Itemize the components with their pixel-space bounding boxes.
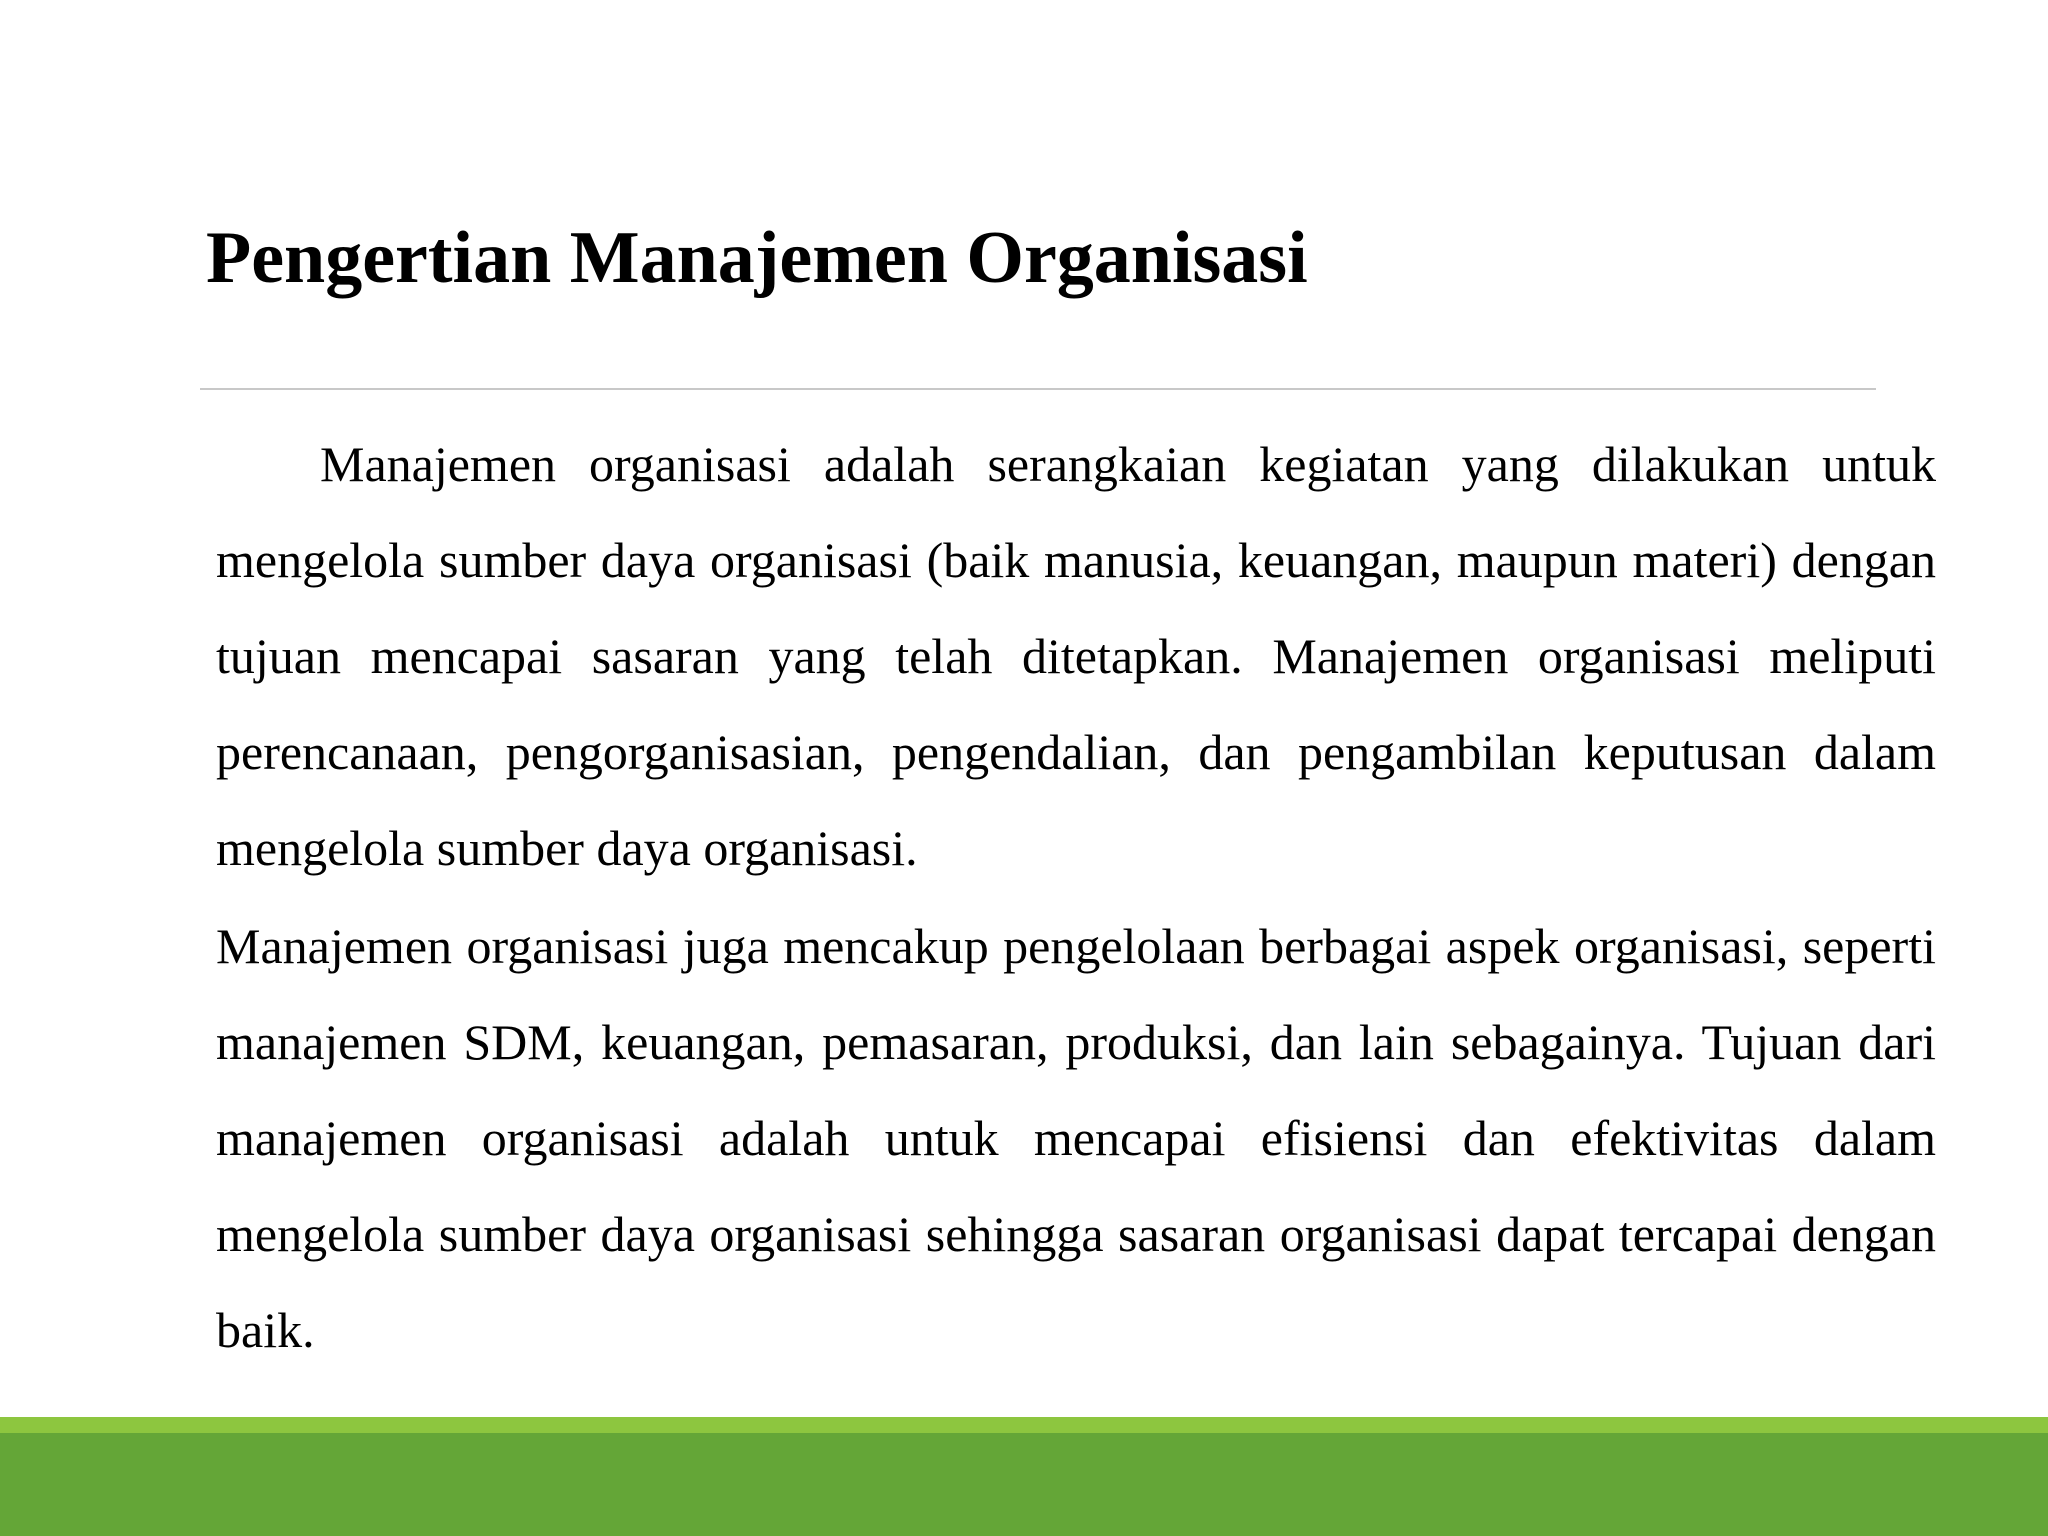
title-divider bbox=[200, 388, 1876, 390]
slide-title: Pengertian Manajemen Organisasi bbox=[206, 217, 1308, 299]
slide-body bbox=[216, 416, 1936, 1378]
paragraph-1: Manajemen organisasi adalah serangkaian kegiatan yang dilakukan untuk mengelola sumber daya organisasi (baik manusia, keuangan, maupun materi) dengan tujuan mencapai sasaran yang telah ditetapkan. Manajemen organisasi meliputi perencanaan, pengorganisasian, pengendalian, dan pengambilan keputusan dalam mengelola sumber daya organisasi. bbox=[216, 436, 1936, 876]
footer-band-dark bbox=[0, 1433, 2048, 1536]
footer-band-light bbox=[0, 1417, 2048, 1433]
paragraph-2: Manajemen organisasi juga mencakup pengelolaan berbagai aspek organisasi, seperti manajemen SDM, keuangan, pemasaran, produksi, dan lain sebagainya. Tujuan dari manajemen organisasi adalah untuk mencapai efisiensi dan efektivitas dalam mengelola sumber daya organisasi sehingga sasaran organisasi dapat tercapai dengan baik. bbox=[216, 918, 1936, 1358]
